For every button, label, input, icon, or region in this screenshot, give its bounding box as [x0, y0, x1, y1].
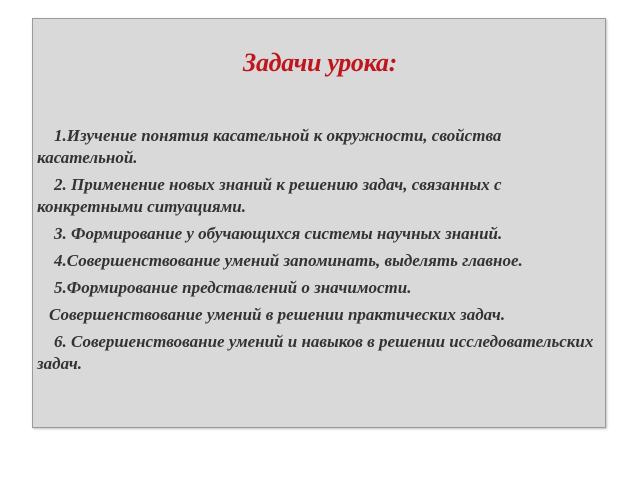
objective-item-4: 4.Совершенствование умений запоминать, выделять главное.	[54, 251, 523, 270]
slide-title: Задачи урока:	[243, 48, 397, 77]
objective-item-5: 5.Формирование представлений о значимости.	[54, 278, 412, 297]
objective-item-3: 3. Формирование у обучающихся системы научных знаний.	[54, 224, 503, 243]
objective-item-5-continued: Совершенствование умений в решении практических задач.	[49, 305, 506, 324]
objective-item-1: 1.Изучение понятия касательной к окружности, свойства касательной.	[37, 126, 502, 167]
objective-item-2: 2. Применение новых знаний к решению задач, связанных с конкретными ситуациями.	[37, 175, 502, 216]
objectives-list	[37, 125, 597, 380]
objective-item-6: 6. Совершенствование умений и навыков в решении исследовательских задач.	[37, 332, 594, 373]
